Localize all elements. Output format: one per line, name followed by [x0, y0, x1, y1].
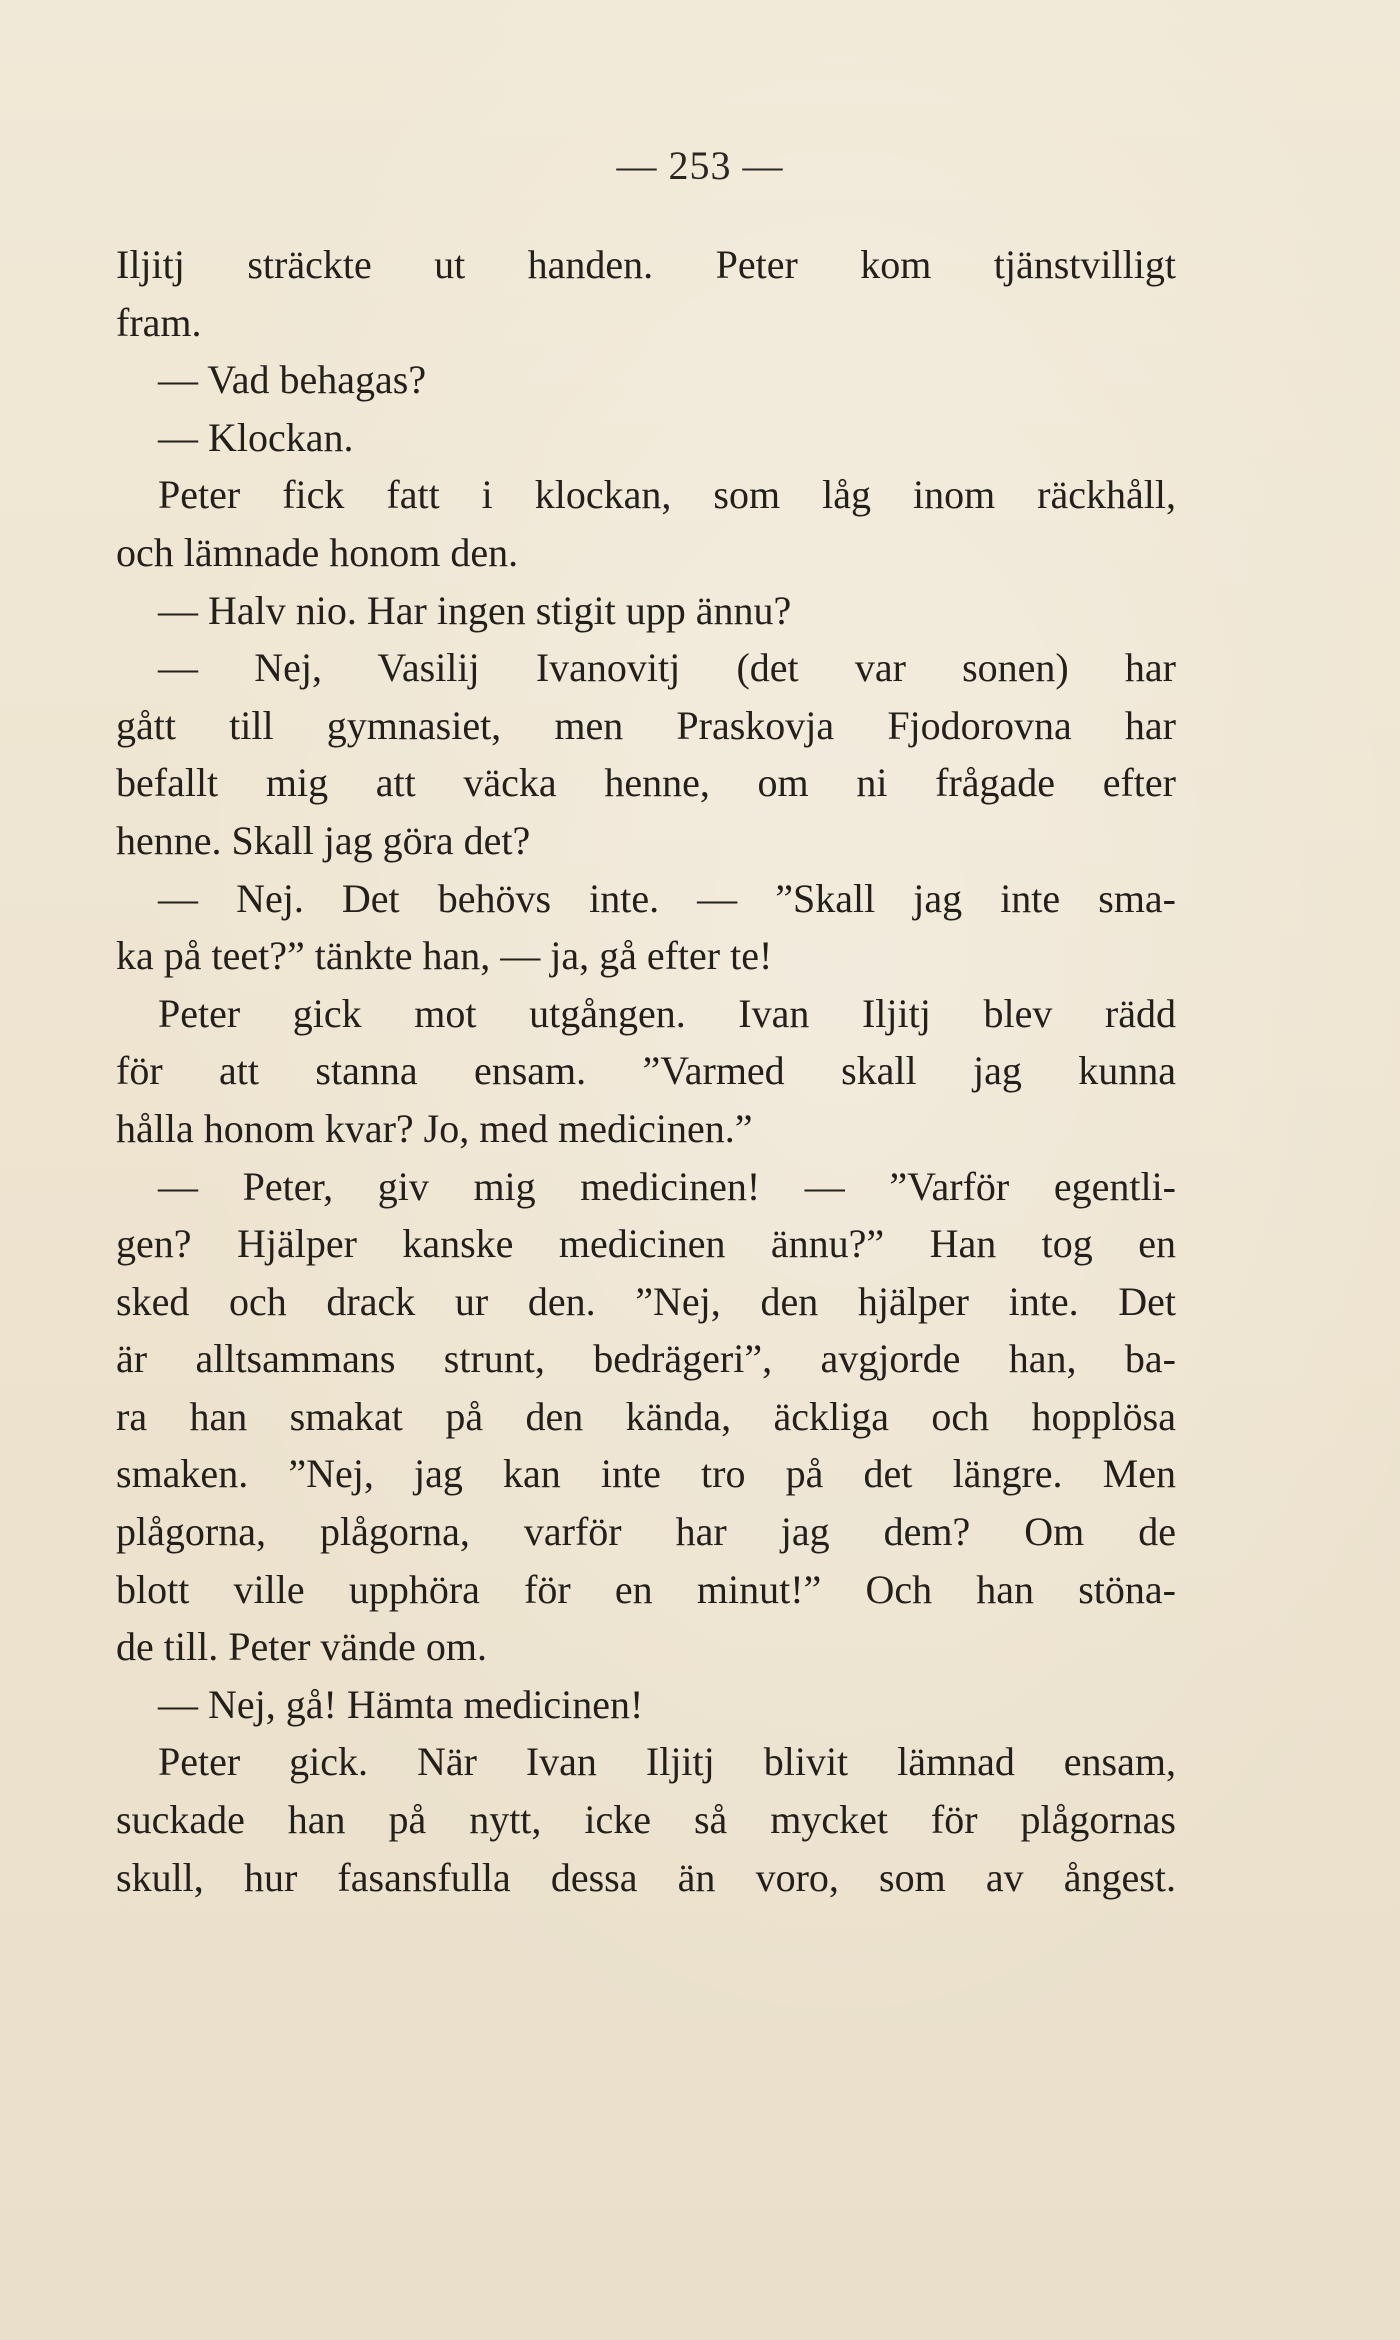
- text-line: ka på teet?” tänkte han, — ja, gå efter te!: [116, 933, 773, 979]
- text-line: — Klockan.: [158, 414, 354, 460]
- text-line: fram.: [116, 299, 202, 345]
- text-line: smaken. ”Nej, jag kan inte tro på det längre. Men: [116, 1451, 1176, 1497]
- text-line: de till. Peter vände om.: [116, 1624, 488, 1670]
- text-line: henne. Skall jag göra det?: [116, 817, 531, 863]
- text-line: — Halv nio. Har ingen stigit upp ännu?: [158, 587, 792, 633]
- text-line: Peter gick mot utgången. Ivan Iljitj blev rädd: [158, 990, 1176, 1036]
- text-line: gen? Hjälper kanske medicinen ännu?” Han tog en: [116, 1221, 1176, 1267]
- text-line: Peter gick. När Ivan Iljitj blivit lämnad ensam,: [158, 1739, 1176, 1785]
- text-line: plågorna, plågorna, varför har jag dem? Om de: [116, 1509, 1176, 1555]
- text-line: skull, hur fasansfulla dessa än voro, som av ångest.: [116, 1854, 1176, 1900]
- text-line: och lämnade honom den.: [116, 529, 519, 575]
- text-line: — Nej. Det behövs inte. — ”Skall jag inte sma-: [158, 875, 1176, 921]
- text-line: sked och drack ur den. ”Nej, den hjälper inte. Det: [116, 1278, 1176, 1324]
- text-line: gått till gymnasiet, men Praskovja Fjodorovna har: [116, 702, 1176, 748]
- body-text: [116, 236, 1176, 1906]
- text-line: blott ville upphöra för en minut!” Och han stöna-: [116, 1566, 1176, 1612]
- text-line: är alltsammans strunt, bedrägeri”, avgjorde han, ba-: [116, 1336, 1176, 1382]
- page-number: — 253 —: [616, 143, 784, 188]
- text-line: hålla honom kvar? Jo, med medicinen.”: [116, 1105, 753, 1151]
- text-line: Peter fick fatt i klockan, som låg inom räckhåll,: [158, 472, 1176, 518]
- text-line: för att stanna ensam. ”Varmed skall jag kunna: [116, 1048, 1176, 1094]
- text-line: befallt mig att väcka henne, om ni frågade efter: [116, 760, 1176, 806]
- text-line: — Nej, gå! Hämta medicinen!: [158, 1681, 644, 1727]
- text-line: — Vad behagas?: [158, 357, 427, 403]
- text-line: ra han smakat på den kända, äckliga och hopplösa: [116, 1393, 1176, 1439]
- text-line: — Peter, giv mig medicinen! — ”Varför egentli-: [158, 1163, 1176, 1209]
- text-line: suckade han på nytt, icke så mycket för plågornas: [116, 1797, 1176, 1843]
- text-line: Iljitj sträckte ut handen. Peter kom tjänstvilligt: [116, 242, 1176, 287]
- text-line: — Nej, Vasilij Ivanovitj (det var sonen) har: [158, 645, 1176, 691]
